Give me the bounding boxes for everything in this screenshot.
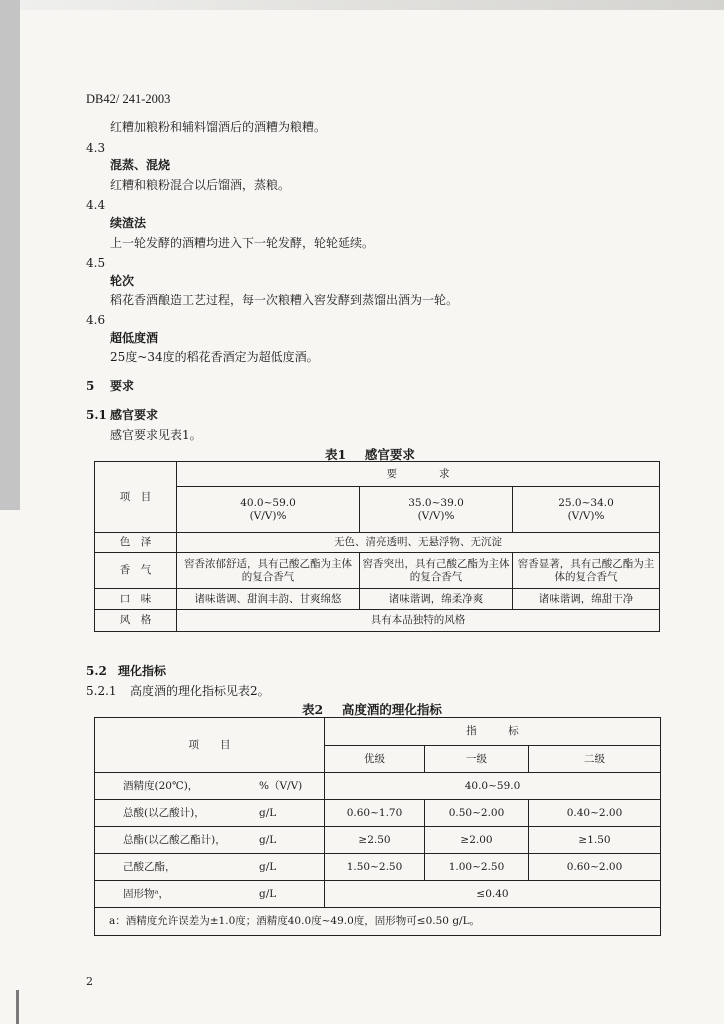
table2-cell: 0.60~1.70 [325,800,425,827]
table-row [95,533,660,553]
table1-row-item: 风 格 [95,610,177,632]
table1-cell: 诸味谐调，绵柔净爽 [360,589,513,610]
table-row [95,773,661,800]
table2-cell: 1.50~2.50 [325,854,425,881]
table1-cell: 窖香显著，具有己酸乙酯为主体的复合香气 [513,553,660,589]
table2-caption-title: 高度酒的理化指标 [341,702,442,717]
table2-row-label [95,881,325,908]
section-4-3-text: 红糟和粮粉混合以后馏酒，蒸粮。 [110,178,291,192]
table2-cell: 0.50~2.00 [425,800,529,827]
table1-caption-title: 感官要求 [364,447,415,462]
table2-row-unit: g/L [259,806,277,819]
doc-number: DB42/ 241-2003 [86,92,171,106]
table2-cell: ≥2.00 [425,827,529,854]
table1-caption-number: 表1 [325,447,347,462]
table1-col1-range: 40.0~59.0 [240,496,296,509]
table1-col3-range: 25.0~34.0 [558,496,614,509]
table2-row-merged: ≤0.40 [325,881,661,908]
table1-col-25-34 [513,487,660,533]
table1-col2-range: 35.0~39.0 [408,496,464,509]
section-4-3-number: 4.3 [86,141,106,155]
table2-cell: 0.60~2.00 [529,854,661,881]
table1-cell: 诸味谐调、甜润丰韵、甘爽绵悠 [177,589,360,610]
table2-row-unit: %（V/V) [259,779,303,792]
table2-row-merged: 40.0~59.0 [325,773,661,800]
table1-row-merged: 无色、清亮透明、无悬浮物、无沉淀 [177,533,660,553]
table-row [95,610,660,632]
table2-row-name: 己酸乙酯， [123,860,176,873]
table-row [95,553,660,589]
table2-row-label [95,773,325,800]
table1-col3-unit: (V/V)% [567,509,605,522]
table2-row-name: 酒精度(20℃)， [123,779,199,792]
table2-cell: ≥2.50 [325,827,425,854]
table2-row-label [95,827,325,854]
section-5-1-title: 感官要求 [110,408,159,422]
table1-col-35-39 [360,487,513,533]
table1-item-header: 项 目 [95,462,177,533]
table1-cell: 诸味谐调，绵甜干净 [513,589,660,610]
table2-caption-number: 表2 [302,702,324,717]
table2-cell: 1.00~2.50 [425,854,529,881]
table2-row-unit: g/L [259,887,277,900]
table1-row-item: 色 泽 [95,533,177,553]
table1-col-40-59 [177,487,360,533]
section-4-3-term: 混蒸、混烧 [110,158,171,172]
table-row [95,908,661,936]
table1-row-merged: 具有本品独特的风格 [177,610,660,632]
section-4-6-number: 4.6 [86,313,106,327]
table2-caption [302,700,442,718]
table2-row-name: 总酯(以乙酸乙酯计)， [123,833,226,846]
table2-footnote: a：酒精度允许误差为±1.0度；酒精度40.0度~49.0度，固形物可≤0.50 g/L。 [95,908,661,936]
table2-cell: 0.40~2.00 [529,800,661,827]
table-row [95,827,661,854]
table1-row-item: 口 味 [95,589,177,610]
section-5-2-1-number: 5.2.1 [86,684,117,698]
section-5-title: 要求 [110,379,135,393]
section-4-4-term: 续渣法 [110,216,147,230]
section-4-5-number: 4.5 [86,256,106,270]
table2-row-label [95,854,325,881]
table2-row-name: 固形物ᵃ， [123,887,170,900]
table1-sensory [94,461,660,632]
table1-cell: 窖香突出，具有己酸乙酯为主体的复合香气 [360,553,513,589]
definition-tail-text: 红糟加粮粉和辅料馏酒后的酒糟为粮糟。 [110,120,327,134]
table-row [95,800,661,827]
table1-requirement-header: 要 求 [177,462,660,487]
section-4-4-text: 上一轮发酵的酒糟均进入下一轮发酵，轮轮延续。 [110,236,375,250]
section-5-2-number: 5.2 [86,664,107,678]
section-4-5-text: 稻花香酒酿造工艺过程，每一次粮糟入窖发酵到蒸馏出酒为一轮。 [110,293,459,307]
table2-grade-second: 二级 [529,746,661,773]
section-5-1-number: 5.1 [86,408,107,422]
section-5-2-title: 理化指标 [118,664,167,678]
table2-index-header: 指 标 [325,718,661,746]
table2-grade-premium: 优级 [325,746,425,773]
table2-physicochemical [94,717,661,936]
table1-col1-unit: (V/V)% [249,509,287,522]
table2-row-name: 总酸(以乙酸计)， [123,806,205,819]
table-row [95,881,661,908]
table1-row-item: 香 气 [95,553,177,589]
section-4-6-term: 超低度酒 [110,331,159,345]
table-row [95,589,660,610]
table2-grade-first: 一级 [425,746,529,773]
table2-row-unit: g/L [259,860,277,873]
section-5-1-text: 感官要求见表1。 [110,428,202,442]
table1-cell: 窖香浓郁舒适，具有己酸乙酯为主体的复合香气 [177,553,360,589]
table2-item-header: 项 目 [95,718,325,773]
section-5-number: 5 [86,379,95,393]
table2-row-unit: g/L [259,833,277,846]
table1-col2-unit: (V/V)% [417,509,455,522]
section-5-2-1-text: 高度酒的理化指标见表2。 [130,684,270,698]
table2-cell: ≥1.50 [529,827,661,854]
table2-row-label [95,800,325,827]
section-4-4-number: 4.4 [86,198,106,212]
section-4-6-text: 25度~34度的稻花香酒定为超低度酒。 [110,350,319,364]
page-number: 2 [86,975,93,988]
table-row [95,854,661,881]
section-4-5-term: 轮次 [110,274,135,288]
